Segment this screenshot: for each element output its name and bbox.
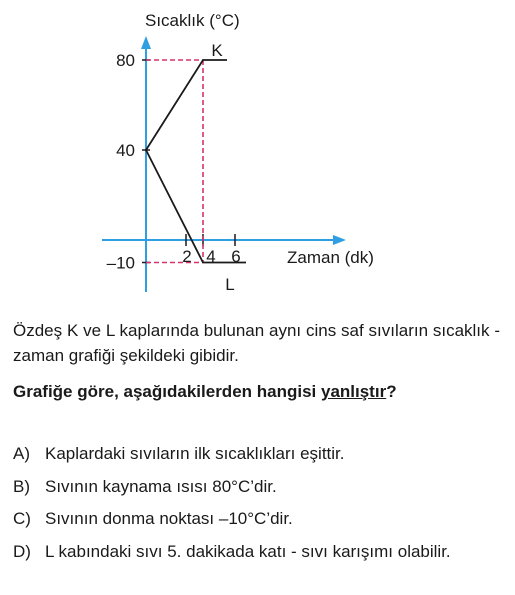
series-label-k: K	[211, 41, 223, 60]
y-tick-label: 40	[116, 141, 135, 160]
x-tick-label: 4	[206, 247, 216, 266]
question-ask	[13, 379, 500, 404]
x-tick-label: 6	[231, 247, 241, 266]
option-c-text: Sıvının donma noktası –10°C’dir.	[45, 509, 293, 528]
series-line-l	[146, 150, 246, 263]
question-ask-suffix: ?	[386, 382, 397, 401]
y-axis-arrow	[141, 36, 151, 49]
x-axis-arrow	[333, 235, 346, 245]
y-tick-label: –10	[106, 253, 135, 273]
question-ask-prefix: Grafiğe göre, aşağıdakilerden hangisi	[13, 382, 321, 401]
question-intro: Özdeş K ve L kaplarında bulunan aynı cins saf sıvıların sıcaklık - zaman grafiği şekildeki gibidir.	[13, 321, 500, 365]
option-c-letter: C)	[13, 509, 31, 528]
option-b-text: Sıvının kaynama ısısı 80°C’dir.	[45, 476, 277, 496]
option-a[interactable]	[13, 442, 501, 467]
x-axis-title: Zaman (dk)	[287, 248, 374, 267]
series-line-k	[146, 60, 227, 150]
option-b-letter: B)	[13, 476, 30, 496]
option-d[interactable]	[13, 540, 501, 565]
option-a-letter: A)	[13, 444, 30, 463]
question-ask-underlined: yanlıştır	[320, 382, 387, 401]
option-a-text: Kaplardaki sıvıların ilk sıcaklıkları eşittir.	[45, 444, 345, 463]
series-label-l: L	[225, 275, 235, 294]
option-d-text: L kabındaki sıvı 5. dakikada katı - sıvı karışımı olabilir.	[45, 541, 451, 561]
option-c[interactable]	[13, 507, 501, 532]
y-tick-label: 80	[116, 51, 135, 70]
option-d-letter: D)	[13, 541, 31, 561]
y-axis-title: Sıcaklık (°C)	[145, 11, 240, 30]
x-tick-label: 2	[182, 247, 192, 266]
answer-options	[13, 442, 501, 572]
option-b[interactable]	[13, 475, 501, 500]
